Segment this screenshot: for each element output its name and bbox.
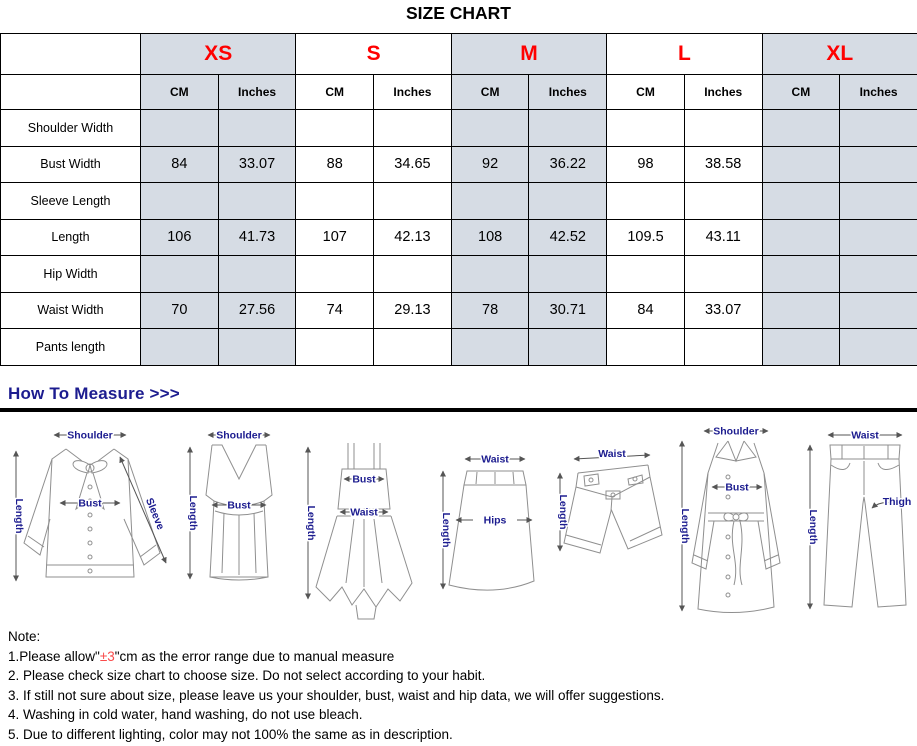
size-value-cell	[840, 183, 917, 220]
size-value-cell	[840, 329, 917, 366]
note-line-1: 1.Please allow"±3"cm as the error range due to manual measure	[8, 648, 395, 664]
size-value-cell: 33.07	[684, 292, 762, 329]
measurement-row-label: Hip Width	[1, 256, 141, 293]
size-value-cell	[607, 329, 685, 366]
size-value-cell	[296, 110, 374, 147]
unit-header-inches: Inches	[840, 75, 917, 110]
pants-length-label: Length	[807, 509, 819, 545]
size-value-cell: 42.52	[529, 219, 607, 256]
size-value-cell: 42.13	[374, 219, 452, 256]
size-value-cell	[141, 110, 219, 147]
unit-header-cm: CM	[451, 75, 529, 110]
size-value-cell: 84	[141, 146, 219, 183]
size-value-cell: 78	[451, 292, 529, 329]
size-value-cell: 107	[296, 219, 374, 256]
size-header-xl: XL	[762, 34, 917, 75]
size-value-cell: 108	[451, 219, 529, 256]
unit-header-cm: CM	[607, 75, 685, 110]
size-value-cell	[296, 256, 374, 293]
error-range-highlight: ±3	[99, 648, 115, 664]
size-header-xs: XS	[141, 34, 296, 75]
blouse-sleeve-label: Sleeve	[142, 496, 167, 532]
coat-figure	[670, 415, 800, 626]
note-line-4: 4. Washing in cold water, hand washing, do not use bleach.	[8, 707, 363, 722]
size-value-cell	[141, 256, 219, 293]
measurement-row-label: Sleeve Length	[1, 183, 141, 220]
note-line-5: 5. Due to different lighting, color may not 100% the same as in description.	[8, 726, 453, 742]
unit-header-cm: CM	[762, 75, 840, 110]
size-value-cell	[684, 256, 762, 293]
dress-waist-label: Waist	[350, 506, 378, 519]
size-value-cell	[762, 146, 840, 183]
size-value-cell: 92	[451, 146, 529, 183]
size-value-cell: 38.58	[684, 146, 762, 183]
size-value-cell	[374, 256, 452, 293]
size-value-cell	[451, 183, 529, 220]
size-value-cell: 36.22	[529, 146, 607, 183]
notes-heading: Note:	[8, 629, 41, 644]
shorts-waist-label: Waist	[598, 448, 626, 460]
size-value-cell: 30.71	[529, 292, 607, 329]
skirt-figure	[429, 415, 554, 626]
blouse-figure	[2, 415, 177, 626]
size-value-cell	[529, 329, 607, 366]
size-value-cell	[529, 256, 607, 293]
measurement-row-label: Length	[1, 219, 141, 256]
size-value-cell	[840, 219, 917, 256]
size-value-cell	[607, 256, 685, 293]
blouse-length-label: Length	[13, 498, 25, 534]
pants-thigh-label: Thigh	[882, 496, 912, 508]
size-value-cell: 41.73	[218, 219, 296, 256]
tank-bust-label: Bust	[226, 499, 251, 512]
size-value-cell: 109.5	[607, 219, 685, 256]
dress-length-label: Length	[305, 505, 317, 541]
note-line-2: 2. Please check size chart to choose size. Do not select according to your habit.	[8, 668, 486, 683]
size-value-cell: 74	[296, 292, 374, 329]
coat-length-label: Length	[678, 508, 691, 544]
measurement-row-label: Waist Width	[1, 292, 141, 329]
how-to-measure-heading: How To Measure >>>	[8, 384, 180, 403]
size-value-cell	[141, 183, 219, 220]
table-row	[1, 146, 917, 183]
unit-header-cm: CM	[141, 75, 219, 110]
tank-top-figure	[178, 415, 298, 626]
size-value-cell	[762, 110, 840, 147]
dress-bust-label: Bust	[352, 473, 376, 486]
table-row	[1, 292, 917, 329]
measurement-figures	[0, 415, 917, 628]
unit-header-inches: Inches	[529, 75, 607, 110]
size-value-cell	[762, 183, 840, 220]
size-value-cell	[529, 110, 607, 147]
size-value-cell	[218, 110, 296, 147]
size-value-cell	[840, 146, 917, 183]
size-value-cell: 88	[296, 146, 374, 183]
size-value-cell	[840, 110, 917, 147]
size-value-cell	[296, 329, 374, 366]
unit-header-cm: CM	[296, 75, 374, 110]
size-value-cell	[607, 110, 685, 147]
size-table	[0, 33, 917, 366]
size-value-cell: 84	[607, 292, 685, 329]
size-value-cell	[762, 256, 840, 293]
size-value-cell	[296, 183, 374, 220]
size-value-cell	[529, 183, 607, 220]
size-value-cell	[218, 329, 296, 366]
size-value-cell	[451, 110, 529, 147]
size-value-cell	[451, 329, 529, 366]
size-value-cell: 29.13	[374, 292, 452, 329]
unit-header-inches: Inches	[684, 75, 762, 110]
skirt-waist-label: Waist	[480, 453, 509, 466]
size-value-cell: 34.65	[374, 146, 452, 183]
size-header-l: L	[607, 34, 762, 75]
size-value-cell	[762, 219, 840, 256]
table-row	[1, 183, 917, 220]
size-value-cell	[684, 110, 762, 147]
note-line-3: 3. If still not sure about size, please leave us your shoulder, bust, waist and hip data, we will offer suggestions.	[8, 687, 665, 703]
size-value-cell: 98	[607, 146, 685, 183]
size-value-cell	[840, 256, 917, 293]
measurement-row-label: Bust Width	[1, 146, 141, 183]
corner-cell	[1, 75, 141, 110]
tank-length-label: Length	[186, 495, 199, 531]
size-table-body	[1, 110, 917, 366]
coat-bust-label: Bust	[724, 481, 749, 494]
skirt-hips-label: Hips	[483, 514, 506, 527]
table-row	[1, 256, 917, 293]
notes-section	[8, 627, 913, 744]
size-value-cell	[218, 256, 296, 293]
unit-header-inches: Inches	[374, 75, 452, 110]
measurement-row-label: Pants length	[1, 329, 141, 366]
size-header-s: S	[296, 34, 451, 75]
slip-dress-figure	[298, 415, 428, 626]
pants-waist-label: Waist	[851, 429, 879, 442]
size-value-cell	[840, 292, 917, 329]
tank-shoulder-label: Shoulder	[215, 429, 262, 442]
table-row	[1, 219, 917, 256]
size-value-cell: 70	[141, 292, 219, 329]
size-value-cell	[762, 329, 840, 366]
size-value-cell	[141, 329, 219, 366]
size-value-cell	[451, 256, 529, 293]
size-value-cell: 106	[141, 219, 219, 256]
measurement-row-label: Shoulder Width	[1, 110, 141, 147]
size-header-m: M	[451, 34, 606, 75]
size-value-cell: 43.11	[684, 219, 762, 256]
size-value-cell	[374, 329, 452, 366]
pants-figure	[800, 415, 915, 626]
size-value-cell	[684, 329, 762, 366]
shorts-length-label: Length	[557, 494, 569, 530]
blouse-bust-label: Bust	[78, 497, 102, 510]
blouse-shoulder-label: Shoulder	[67, 429, 113, 442]
coat-shoulder-label: Shoulder	[712, 425, 759, 438]
unit-header-row	[1, 75, 917, 110]
size-value-cell	[684, 183, 762, 220]
skirt-length-label: Length	[439, 512, 452, 548]
size-value-cell	[762, 292, 840, 329]
size-value-cell	[607, 183, 685, 220]
shorts-figure	[554, 415, 669, 626]
size-header-row	[1, 34, 917, 75]
size-value-cell: 33.07	[218, 146, 296, 183]
unit-header-inches: Inches	[218, 75, 296, 110]
size-value-cell	[374, 183, 452, 220]
size-value-cell	[374, 110, 452, 147]
page-title: SIZE CHART	[406, 3, 511, 23]
corner-cell	[1, 34, 141, 75]
section-divider	[0, 408, 917, 412]
table-row	[1, 329, 917, 366]
table-row	[1, 110, 917, 147]
size-value-cell	[218, 183, 296, 220]
size-value-cell: 27.56	[218, 292, 296, 329]
